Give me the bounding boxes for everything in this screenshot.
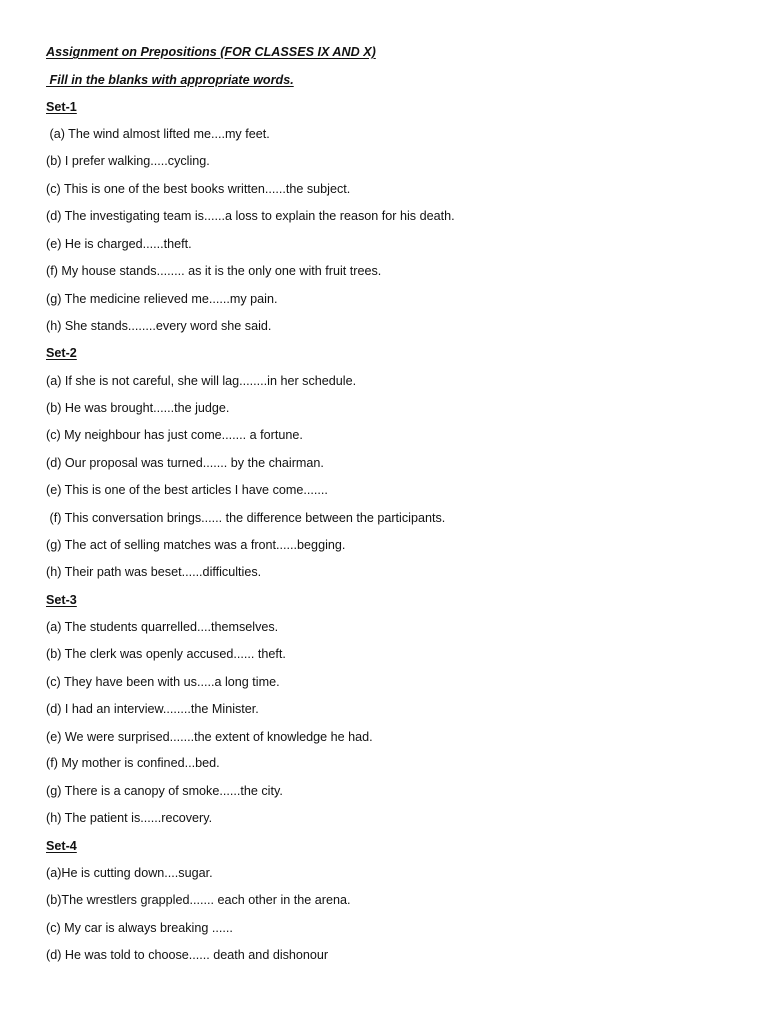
question-item: (c) This is one of the best books written......the subject. bbox=[46, 182, 351, 196]
set-heading: Set-2 bbox=[46, 346, 77, 360]
question-item: (b) The clerk was openly accused...... theft. bbox=[46, 647, 286, 661]
set-heading: Set-3 bbox=[46, 593, 77, 607]
question-item: (a)He is cutting down....sugar. bbox=[46, 866, 213, 880]
question-item: (g) There is a canopy of smoke......the city. bbox=[46, 784, 283, 798]
question-item: (c) My car is always breaking ...... bbox=[46, 921, 233, 935]
question-item: (h) Their path was beset......difficulties. bbox=[46, 565, 262, 579]
question-item: (b) He was brought......the judge. bbox=[46, 401, 230, 415]
question-item: (e) He is charged......theft. bbox=[46, 237, 192, 251]
question-item: (f) My mother is confined...bed. bbox=[46, 756, 220, 770]
question-item: (a) The wind almost lifted me....my feet. bbox=[46, 127, 270, 141]
question-item: (a) The students quarrelled....themselves. bbox=[46, 620, 279, 634]
question-item: (g) The medicine relieved me......my pain. bbox=[46, 292, 278, 306]
question-item: (h) She stands........every word she said. bbox=[46, 319, 272, 333]
question-item: (h) The patient is......recovery. bbox=[46, 811, 213, 825]
question-item: (a) If she is not careful, she will lag........in her schedule. bbox=[46, 374, 357, 388]
question-item: (g) The act of selling matches was a front......begging. bbox=[46, 538, 346, 552]
question-item: (d) He was told to choose...... death and dishonour bbox=[46, 948, 329, 962]
question-item: (b)The wrestlers grappled....... each other in the arena. bbox=[46, 893, 351, 907]
question-item: (e) This is one of the best articles I have come....... bbox=[46, 483, 328, 497]
instruction-text: Fill in the blanks with appropriate words. bbox=[46, 73, 294, 87]
question-item: (b) I prefer walking.....cycling. bbox=[46, 154, 210, 168]
question-item: (c) My neighbour has just come....... a fortune. bbox=[46, 428, 303, 442]
document-title: Assignment on Prepositions (FOR CLASSES IX AND X) bbox=[46, 45, 376, 59]
question-item: (e) We were surprised.......the extent of knowledge he had. bbox=[46, 730, 373, 744]
question-item: (f) This conversation brings...... the difference between the participants. bbox=[46, 511, 446, 525]
question-item: (c) They have been with us.....a long time. bbox=[46, 675, 280, 689]
set-heading: Set-4 bbox=[46, 839, 77, 853]
question-item: (d) The investigating team is......a loss to explain the reason for his death. bbox=[46, 209, 455, 223]
set-heading: Set-1 bbox=[46, 100, 77, 114]
question-item: (d) Our proposal was turned....... by the chairman. bbox=[46, 456, 324, 470]
question-item: (d) I had an interview........the Minister. bbox=[46, 702, 259, 716]
question-item: (f) My house stands........ as it is the only one with fruit trees. bbox=[46, 264, 382, 278]
